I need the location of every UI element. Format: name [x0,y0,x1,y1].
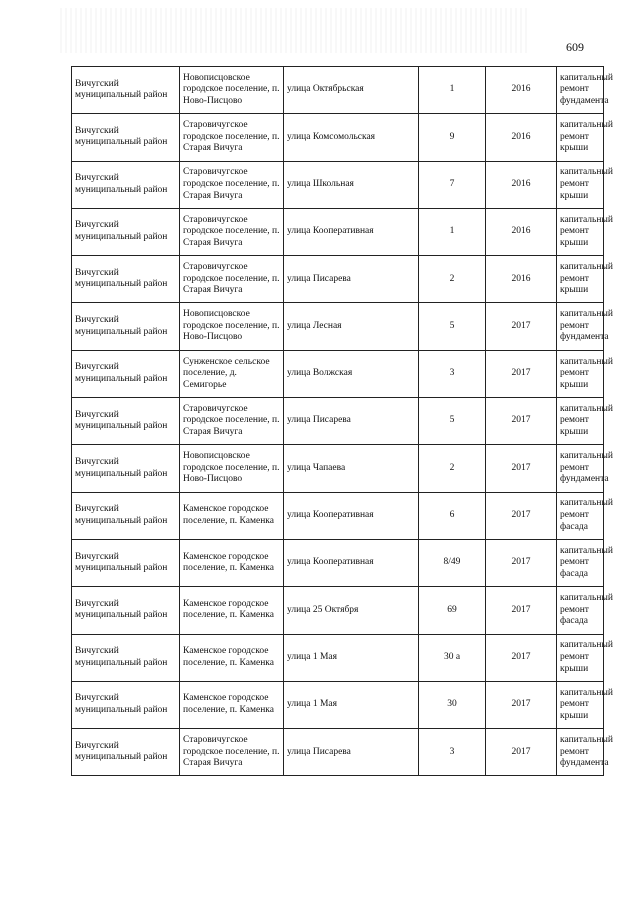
district-cell: Вичугский муниципальный район [72,445,180,492]
district-cell: Вичугский муниципальный район [72,729,180,776]
work-type-cell: капитальный ремонт крыши [557,208,604,255]
table-row [72,398,604,445]
district-cell: Вичугский муниципальный район [72,67,180,114]
house-number-cell: 3 [419,729,486,776]
house-number-cell: 3 [419,350,486,397]
district-cell: Вичугский муниципальный район [72,303,180,350]
work-type-cell: капитальный ремонт крыши [557,398,604,445]
table-row [72,539,604,586]
table-row [72,114,604,161]
work-type-cell: капитальный ремонт крыши [557,114,604,161]
street-cell: улица Писарева [284,729,419,776]
settlement-cell: Каменское городское поселение, п. Каменка [180,492,284,539]
street-cell: улица 1 Мая [284,634,419,681]
street-cell: улица Писарева [284,256,419,303]
street-cell: улица Волжская [284,350,419,397]
repair-schedule-table [71,66,613,776]
settlement-cell: Каменское городское поселение, п. Каменка [180,539,284,586]
work-type-cell: капитальный ремонт крыши [557,256,604,303]
work-type-cell: капитальный ремонт крыши [557,350,604,397]
settlement-cell: Каменское городское поселение, п. Каменка [180,587,284,634]
year-cell: 2017 [486,398,557,445]
table-row [72,681,604,728]
street-cell: улица Комсомольская [284,114,419,161]
settlement-cell: Каменское городское поселение, п. Каменка [180,634,284,681]
street-cell: улица Чапаева [284,445,419,492]
year-cell: 2017 [486,303,557,350]
settlement-cell: Старовичугское городское поселение, п. Старая Вичуга [180,729,284,776]
table-row [72,67,604,114]
scan-artifact [60,8,530,53]
year-cell: 2017 [486,681,557,728]
table-row [72,445,604,492]
table-row [72,350,604,397]
district-cell: Вичугский муниципальный район [72,256,180,303]
page-number: 609 [566,40,584,54]
year-cell: 2016 [486,114,557,161]
district-cell: Вичугский муниципальный район [72,398,180,445]
house-number-cell: 30 [419,681,486,728]
house-number-cell: 8/49 [419,539,486,586]
settlement-cell: Старовичугское городское поселение, п. Старая Вичуга [180,208,284,255]
street-cell: улица 1 Мая [284,681,419,728]
settlement-cell: Старовичугское городское поселение, п. Старая Вичуга [180,114,284,161]
table-row [72,256,604,303]
house-number-cell: 2 [419,256,486,303]
year-cell: 2017 [486,634,557,681]
year-cell: 2017 [486,492,557,539]
house-number-cell: 5 [419,398,486,445]
house-number-cell: 7 [419,161,486,208]
district-cell: Вичугский муниципальный район [72,350,180,397]
work-type-cell: капитальный ремонт фасада [557,587,604,634]
table-row [72,303,604,350]
settlement-cell: Новописцовское городское поселение, п. Ново-Писцово [180,445,284,492]
street-cell: улица Лесная [284,303,419,350]
table-body [72,67,613,776]
work-type-cell: капитальный ремонт фундамента [557,729,604,776]
settlement-cell: Старовичугское городское поселение, п. Старая Вичуга [180,256,284,303]
street-cell: улица Кооперативная [284,492,419,539]
district-cell: Вичугский муниципальный район [72,539,180,586]
year-cell: 2017 [486,445,557,492]
street-cell: улица Кооперативная [284,539,419,586]
street-cell: улица Школьная [284,161,419,208]
settlement-cell: Каменское городское поселение, п. Каменка [180,681,284,728]
table-row [72,634,604,681]
house-number-cell: 1 [419,208,486,255]
district-cell: Вичугский муниципальный район [72,587,180,634]
house-number-cell: 5 [419,303,486,350]
street-cell: улица Писарева [284,398,419,445]
settlement-cell: Сунженское сельское поселение, д. Семигорье [180,350,284,397]
work-type-cell: капитальный ремонт фундамента [557,67,604,114]
settlement-cell: Старовичугское городское поселение, п. Старая Вичуга [180,398,284,445]
work-type-cell: капитальный ремонт фундамента [557,445,604,492]
year-cell: 2016 [486,67,557,114]
year-cell: 2017 [486,729,557,776]
district-cell: Вичугский муниципальный район [72,681,180,728]
house-number-cell: 30 а [419,634,486,681]
year-cell: 2017 [486,350,557,397]
settlement-cell: Новописцовское городское поселение, п. Ново-Писцово [180,303,284,350]
table-row [72,587,604,634]
house-number-cell: 69 [419,587,486,634]
year-cell: 2016 [486,161,557,208]
street-cell: улица 25 Октября [284,587,419,634]
district-cell: Вичугский муниципальный район [72,492,180,539]
street-cell: улица Октябрьская [284,67,419,114]
house-number-cell: 2 [419,445,486,492]
district-cell: Вичугский муниципальный район [72,114,180,161]
district-cell: Вичугский муниципальный район [72,161,180,208]
house-number-cell: 9 [419,114,486,161]
table-row [72,161,604,208]
year-cell: 2017 [486,587,557,634]
work-type-cell: капитальный ремонт крыши [557,634,604,681]
street-cell: улица Кооперативная [284,208,419,255]
year-cell: 2017 [486,539,557,586]
work-type-cell: капитальный ремонт фасада [557,492,604,539]
work-type-cell: капитальный ремонт крыши [557,681,604,728]
work-type-cell: капитальный ремонт фасада [557,539,604,586]
table-row [72,492,604,539]
house-number-cell: 6 [419,492,486,539]
year-cell: 2016 [486,256,557,303]
district-cell: Вичугский муниципальный район [72,634,180,681]
district-cell: Вичугский муниципальный район [72,208,180,255]
year-cell: 2016 [486,208,557,255]
settlement-cell: Новописцовское городское поселение, п. Ново-Писцово [180,67,284,114]
settlement-cell: Старовичугское городское поселение, п. Старая Вичуга [180,161,284,208]
table-row [72,208,604,255]
house-number-cell: 1 [419,67,486,114]
table-row [72,729,604,776]
work-type-cell: капитальный ремонт фундамента [557,303,604,350]
work-type-cell: капитальный ремонт крыши [557,161,604,208]
